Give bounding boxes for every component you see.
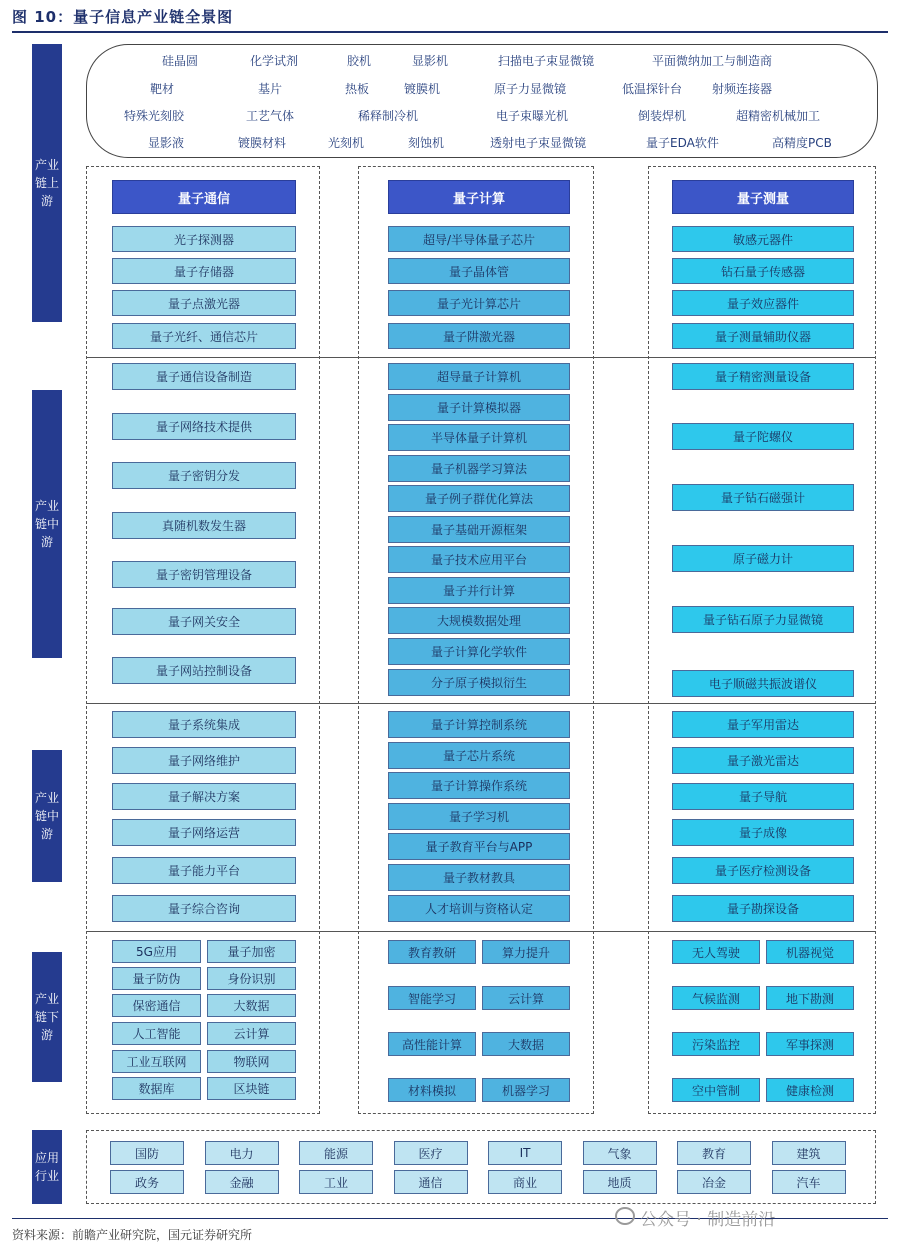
stage-upstream-label: 产业链上游 (32, 44, 62, 322)
downstream-box: 物联网 (207, 1050, 296, 1073)
upstream-item: 光刻机 (328, 136, 365, 150)
midstream2-box: 量子医疗检测设备 (672, 857, 854, 884)
downstream-box: 人工智能 (112, 1022, 201, 1045)
downstream-box: 身份识别 (207, 967, 296, 990)
midstream-box: 量子密钥管理设备 (112, 561, 296, 588)
upstream-item: 特殊光刻胶 (124, 109, 185, 123)
industry-item: IT (488, 1141, 562, 1165)
industry-item: 通信 (394, 1170, 468, 1194)
column-header-comm: 量子通信 (112, 180, 296, 214)
downstream-box: 量子加密 (207, 940, 296, 963)
downstream-box: 污染监控 (672, 1032, 760, 1056)
downstream-box: 大数据 (207, 994, 296, 1017)
midstream-box: 原子磁力计 (672, 545, 854, 572)
stage-downstream-label: 产业链下游 (32, 952, 62, 1082)
midstream2-box: 量子网络运营 (112, 819, 296, 846)
upstream-item: 电子束曝光机 (496, 109, 569, 123)
midstream2-box: 人才培训与资格认定 (388, 895, 570, 922)
industry-item: 金融 (205, 1170, 279, 1194)
upstream-box: 钻石量子传感器 (672, 258, 854, 284)
midstream-box: 量子钻石原子力显微镜 (672, 606, 854, 633)
midstream-box: 量子钻石磁强计 (672, 484, 854, 511)
midstream-box: 量子网关安全 (112, 608, 296, 635)
midstream2-box: 量子芯片系统 (388, 742, 570, 769)
upstream-item: 稀释制冷机 (358, 109, 419, 123)
downstream-box: 保密通信 (112, 994, 201, 1017)
midstream-box: 量子计算化学软件 (388, 638, 570, 665)
column-header-compute: 量子计算 (388, 180, 570, 214)
downstream-box: 高性能计算 (388, 1032, 476, 1056)
downstream-box: 云计算 (482, 986, 570, 1010)
midstream-box: 量子例子群优化算法 (388, 485, 570, 512)
midstream2-box: 量子系统集成 (112, 711, 296, 738)
downstream-box: 算力提升 (482, 940, 570, 964)
midstream2-box: 量子导航 (672, 783, 854, 810)
midstream-box: 量子精密测量设备 (672, 363, 854, 390)
midstream-box: 量子并行计算 (388, 577, 570, 604)
upstream-item: 超精密机械加工 (736, 109, 821, 123)
midstream-box: 分子原子模拟衍生 (388, 669, 570, 696)
midstream-box: 量子网站控制设备 (112, 657, 296, 684)
upstream-item: 显影液 (148, 136, 185, 150)
industry-item: 电力 (205, 1141, 279, 1165)
downstream-box: 无人驾驶 (672, 940, 760, 964)
upstream-item: 倒装焊机 (638, 109, 687, 123)
downstream-box: 工业互联网 (112, 1050, 201, 1073)
upstream-item: 透射电子束显微镜 (490, 136, 587, 150)
downstream-box: 气候监测 (672, 986, 760, 1010)
upstream-item: 低温探针台 (622, 82, 683, 96)
wechat-icon (615, 1207, 635, 1225)
downstream-box: 智能学习 (388, 986, 476, 1010)
midstream2-box: 量子综合咨询 (112, 895, 296, 922)
midstream2-box: 量子能力平台 (112, 857, 296, 884)
upstream-box: 量子存储器 (112, 258, 296, 284)
midstream-box: 量子基础开源框架 (388, 516, 570, 543)
downstream-box: 区块链 (207, 1077, 296, 1100)
title-divider (12, 31, 888, 33)
upstream-box: 量子点激光器 (112, 290, 296, 316)
industry-item: 能源 (299, 1141, 373, 1165)
industry-item: 冶金 (677, 1170, 751, 1194)
watermark-text: 公众号 · 制造前沿 (640, 1210, 776, 1230)
upstream-item: 射频连接器 (712, 82, 773, 96)
upstream-item: 扫描电子束显微镜 (498, 54, 595, 68)
midstream2-box: 量子计算操作系统 (388, 772, 570, 799)
downstream-box: 材料模拟 (388, 1078, 476, 1102)
midstream2-box: 量子教材教具 (388, 864, 570, 891)
industry-item: 国防 (110, 1141, 184, 1165)
upstream-item: 显影机 (412, 54, 449, 68)
midstream-box: 量子陀螺仪 (672, 423, 854, 450)
upstream-box: 光子探测器 (112, 226, 296, 252)
midstream2-box: 量子军用雷达 (672, 711, 854, 738)
midstream2-box: 量子网络维护 (112, 747, 296, 774)
downstream-box: 空中管制 (672, 1078, 760, 1102)
downstream-box: 健康检测 (766, 1078, 854, 1102)
upstream-item: 热板 (345, 82, 370, 96)
industry-item: 工业 (299, 1170, 373, 1194)
upstream-box: 量子效应器件 (672, 290, 854, 316)
upstream-item: 高精度PCB (772, 136, 832, 150)
stage-industries-label: 应用行业 (32, 1130, 62, 1204)
upstream-item: 原子力显微镜 (494, 82, 567, 96)
midstream-box: 量子技术应用平台 (388, 546, 570, 573)
midstream2-box: 量子勘探设备 (672, 895, 854, 922)
upstream-item: 基片 (258, 82, 283, 96)
separator-mid1 (86, 703, 876, 704)
industry-item: 医疗 (394, 1141, 468, 1165)
midstream2-box: 量子学习机 (388, 803, 570, 830)
downstream-box: 大数据 (482, 1032, 570, 1056)
industry-item: 地质 (583, 1170, 657, 1194)
stage-midstream2-label: 产业链中游 (32, 750, 62, 882)
industry-item: 商业 (488, 1170, 562, 1194)
midstream-box: 超导量子计算机 (388, 363, 570, 390)
midstream2-box: 量子激光雷达 (672, 747, 854, 774)
midstream2-box: 量子成像 (672, 819, 854, 846)
upstream-item: 工艺气体 (246, 109, 295, 123)
midstream2-box: 量子教育平台与APP (388, 833, 570, 860)
midstream-box: 量子计算模拟器 (388, 394, 570, 421)
separator-upstream (86, 357, 876, 358)
downstream-box: 数据库 (112, 1077, 201, 1100)
midstream-box: 量子机器学习算法 (388, 455, 570, 482)
downstream-box: 5G应用 (112, 940, 201, 963)
upstream-item: 刻蚀机 (408, 136, 445, 150)
industry-item: 教育 (677, 1141, 751, 1165)
upstream-item: 硅晶圆 (162, 54, 199, 68)
midstream2-box: 量子计算控制系统 (388, 711, 570, 738)
downstream-box: 军事探测 (766, 1032, 854, 1056)
industry-item: 建筑 (772, 1141, 846, 1165)
downstream-box: 云计算 (207, 1022, 296, 1045)
midstream-box: 量子网络技术提供 (112, 413, 296, 440)
upstream-item: 镀膜材料 (238, 136, 287, 150)
industry-item: 政务 (110, 1170, 184, 1194)
downstream-box: 机器视觉 (766, 940, 854, 964)
upstream-item: 量子EDA软件 (646, 136, 719, 150)
upstream-box: 敏感元器件 (672, 226, 854, 252)
upstream-box: 量子光计算芯片 (388, 290, 570, 316)
separator-mid2 (86, 931, 876, 932)
midstream-box: 量子通信设备制造 (112, 363, 296, 390)
midstream2-box: 量子解决方案 (112, 783, 296, 810)
upstream-item: 平面微纳加工与制造商 (652, 54, 773, 68)
column-header-measure: 量子测量 (672, 180, 854, 214)
downstream-box: 量子防伪 (112, 967, 201, 990)
industry-item: 气象 (583, 1141, 657, 1165)
upstream-box: 量子光纤、通信芯片 (112, 323, 296, 349)
upstream-box: 超导/半导体量子芯片 (388, 226, 570, 252)
upstream-box: 量子测量辅助仪器 (672, 323, 854, 349)
industry-item: 汽车 (772, 1170, 846, 1194)
upstream-item: 镀膜机 (404, 82, 441, 96)
midstream-box: 大规模数据处理 (388, 607, 570, 634)
upstream-item: 化学试剂 (250, 54, 299, 68)
source-note: 资料来源：前瞻产业研究院，国元证券研究所 (12, 1228, 253, 1242)
downstream-box: 机器学习 (482, 1078, 570, 1102)
upstream-box: 量子晶体管 (388, 258, 570, 284)
midstream-box: 电子顺磁共振波谱仪 (672, 670, 854, 697)
midstream-box: 半导体量子计算机 (388, 424, 570, 451)
midstream-box: 真随机数发生器 (112, 512, 296, 539)
stage-midstream1-label: 产业链中游 (32, 390, 62, 658)
figure-title: 图 10：量子信息产业链全景图 (12, 8, 234, 26)
downstream-box: 地下勘测 (766, 986, 854, 1010)
downstream-box: 教育教研 (388, 940, 476, 964)
upstream-item: 靶材 (150, 82, 175, 96)
upstream-box: 量子阱激光器 (388, 323, 570, 349)
midstream-box: 量子密钥分发 (112, 462, 296, 489)
upstream-item: 胶机 (347, 54, 372, 68)
